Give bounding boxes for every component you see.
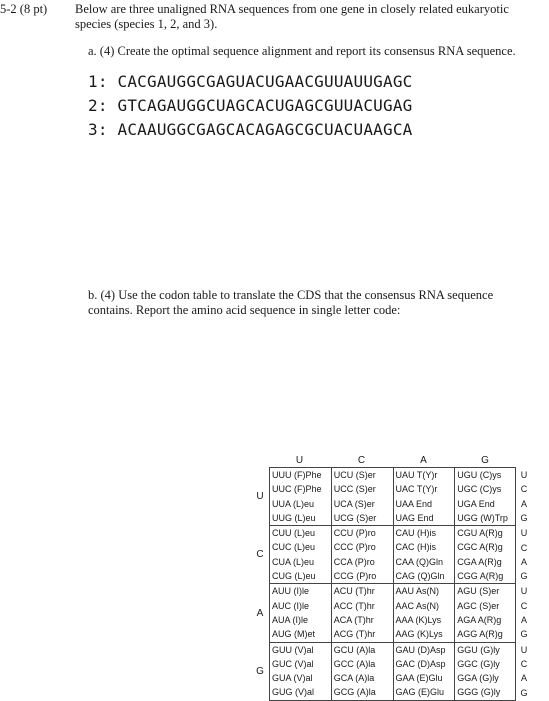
codon-cell: GAU (D)Asp xyxy=(395,644,446,655)
codon-column xyxy=(394,584,456,641)
codon-block xyxy=(270,468,516,526)
codon-cell: CAU (H)is xyxy=(395,528,436,539)
codon-cell: AGC (S)er xyxy=(457,600,500,611)
third-position-label: G xyxy=(520,512,528,523)
third-position-label: G xyxy=(520,571,528,582)
codon-cell: UAG End xyxy=(395,512,434,523)
part-b-prompt: b. (4) Use the codon table to translate the CDS that the consensus RNA sequence contains. Report the amino acid sequence in single letter code: xyxy=(88,288,494,317)
codon-cell: AUU (I)le xyxy=(272,586,310,597)
third-position-label: A xyxy=(520,615,527,625)
sequence-label: 1: xyxy=(88,72,108,91)
codon-cell: ACU (T)hr xyxy=(333,586,375,597)
codon-cell: CCC (P)ro xyxy=(333,542,376,553)
codon-cell: CGU A(R)g xyxy=(457,528,503,539)
codon-cell: UAC T(Y)r xyxy=(395,484,438,495)
second-position-header: G xyxy=(481,455,489,466)
second-position-header: C xyxy=(357,455,366,466)
codon-column xyxy=(332,526,394,583)
codon-cell: UCU (S)er xyxy=(333,470,376,480)
codon-cell: UCC (S)er xyxy=(333,484,376,495)
first-position-label: A xyxy=(256,607,264,619)
codon-cell: ACG (T)hr xyxy=(333,629,376,640)
codon-cell: GCC (A)la xyxy=(333,658,376,669)
codon-cell: UAU T(Y)r xyxy=(395,470,438,480)
third-position-label: U xyxy=(520,528,528,539)
codon-cell: CUC (L)eu xyxy=(272,542,316,553)
codon-column xyxy=(394,643,456,700)
third-position-label: U xyxy=(520,470,528,480)
part-a-prompt: a. (4) Create the optimal sequence alignment and report its consensus RNA sequence. xyxy=(88,44,516,58)
codon-cell: UUC (F)Phe xyxy=(272,484,322,495)
codon-table xyxy=(253,454,532,697)
codon-cell: UUG (L)eu xyxy=(272,512,316,523)
codon-cell: AUA (I)le xyxy=(272,614,309,625)
codon-column xyxy=(394,468,456,525)
codon-cell: GAC (D)Asp xyxy=(395,658,446,669)
codon-cell: GUU (V)al xyxy=(272,644,314,655)
codon-cell: GUA (V)al xyxy=(272,673,313,684)
sequence-label: 2: xyxy=(88,96,108,115)
codon-cell: UAA End xyxy=(395,498,433,509)
codon-cell: ACA (T)hr xyxy=(333,614,374,625)
third-position-label: A xyxy=(520,673,527,684)
second-position-header: A xyxy=(420,455,427,466)
codon-cell: UGA End xyxy=(457,498,495,509)
codon-cell: AGG A(R)g xyxy=(457,629,503,640)
codon-cell: UGC (C)ys xyxy=(457,484,502,495)
codon-cell: AUG (M)et xyxy=(272,629,316,640)
codon-cell: CUG (L)eu xyxy=(272,571,316,582)
codon-cell: GCA (A)la xyxy=(333,673,375,684)
codon-cell: GAA (E)Glu xyxy=(395,673,443,684)
third-position-label: A xyxy=(520,556,527,567)
third-position-label: G xyxy=(520,687,528,698)
codon-column xyxy=(332,584,394,641)
codon-cell: AAG (K)Lys xyxy=(395,629,443,640)
codon-block xyxy=(270,526,516,584)
codon-cell: CGG A(R)g xyxy=(457,571,504,582)
codon-cell: GCG (A)la xyxy=(333,687,376,698)
third-position-label: U xyxy=(520,586,528,597)
codon-column xyxy=(455,643,516,700)
codon-column xyxy=(455,584,516,641)
codon-cell: UCA (S)er xyxy=(333,498,375,509)
third-position-label: C xyxy=(520,542,528,553)
codon-column xyxy=(270,526,332,583)
codon-cell: CCU (P)ro xyxy=(333,528,376,539)
sequence-text: ACAAUGGCGAGCACAGAGCGCUACUAAGCA xyxy=(117,120,413,139)
codon-cell: GCU (A)la xyxy=(333,644,376,655)
sequence-label: 3: xyxy=(88,120,108,139)
codon-cell: CGC A(R)g xyxy=(457,542,503,553)
codon-cell: GUG (V)al xyxy=(272,687,315,698)
codon-column xyxy=(394,526,456,583)
codon-cell: CCG (P)ro xyxy=(333,571,377,582)
sequence-list xyxy=(88,70,413,142)
codon-cell: GGU (G)ly xyxy=(457,644,500,655)
codon-column xyxy=(270,643,332,700)
codon-grid xyxy=(269,467,516,701)
codon-cell: GUC (V)al xyxy=(272,658,314,669)
codon-block xyxy=(270,643,516,701)
codon-cell: CGA A(R)g xyxy=(457,556,502,567)
first-position-label: G xyxy=(256,665,264,677)
codon-cell: GGG (G)ly xyxy=(457,687,501,698)
codon-cell: CUA (L)eu xyxy=(272,556,315,567)
codon-cell: UGU (C)ys xyxy=(457,470,502,480)
codon-cell: AAC As(N) xyxy=(395,600,440,611)
sequence-row xyxy=(88,70,413,94)
codon-cell: AGU (S)er xyxy=(457,586,500,597)
codon-cell: GGC (G)ly xyxy=(457,658,500,669)
first-position-label: C xyxy=(256,549,264,561)
codon-cell: CAG (Q)Gln xyxy=(395,571,445,582)
third-position-label: G xyxy=(520,629,528,640)
codon-cell: ACC (T)hr xyxy=(333,600,375,611)
first-position-label: U xyxy=(256,491,264,503)
codon-column xyxy=(332,643,394,700)
codon-cell: CUU (L)eu xyxy=(272,528,316,539)
codon-cell: CCA (P)ro xyxy=(333,556,375,567)
codon-column xyxy=(270,584,332,641)
question-number: 5-2 (8 pt) xyxy=(0,2,48,16)
codon-column xyxy=(455,526,516,583)
codon-cell: UCG (S)er xyxy=(333,512,377,523)
sequence-row xyxy=(88,118,413,142)
sequence-row xyxy=(88,94,413,118)
third-position-label: C xyxy=(520,600,528,611)
second-position-header: U xyxy=(295,455,304,466)
codon-cell: AGA A(R)g xyxy=(457,614,502,625)
codon-cell: CAA (Q)Gln xyxy=(395,556,444,567)
third-position-label: C xyxy=(520,658,528,669)
sequence-text: CACGAUGGCGAGUACUGAACGUUAUUGAGC xyxy=(117,72,413,91)
codon-cell: GGA (G)ly xyxy=(457,673,499,684)
codon-cell: AAA (K)Lys xyxy=(395,614,442,625)
codon-block xyxy=(270,584,516,642)
codon-cell: AAU As(N) xyxy=(395,586,440,597)
codon-cell: UUA (L)eu xyxy=(272,498,315,509)
third-position-label: C xyxy=(520,484,528,495)
codon-cell: UUU (F)Phe xyxy=(272,470,322,480)
third-position-label: A xyxy=(520,498,527,509)
codon-column xyxy=(332,468,394,525)
codon-cell: UGG (W)Trp xyxy=(457,512,508,523)
codon-cell: AUC (I)le xyxy=(272,600,310,611)
codon-cell: GAG (E)Glu xyxy=(395,687,445,698)
codon-cell: CAC (H)is xyxy=(395,542,436,553)
codon-column xyxy=(270,468,332,525)
third-position-label: U xyxy=(520,644,528,655)
sequence-text: GTCAGAUGGCUAGCACUGAGCGUUACUGAG xyxy=(117,96,413,115)
codon-column xyxy=(455,468,516,525)
question-intro: Below are three unaligned RNA sequences from one gene in closely related eukaryotic species (species 1, 2, and 3). xyxy=(75,2,509,31)
